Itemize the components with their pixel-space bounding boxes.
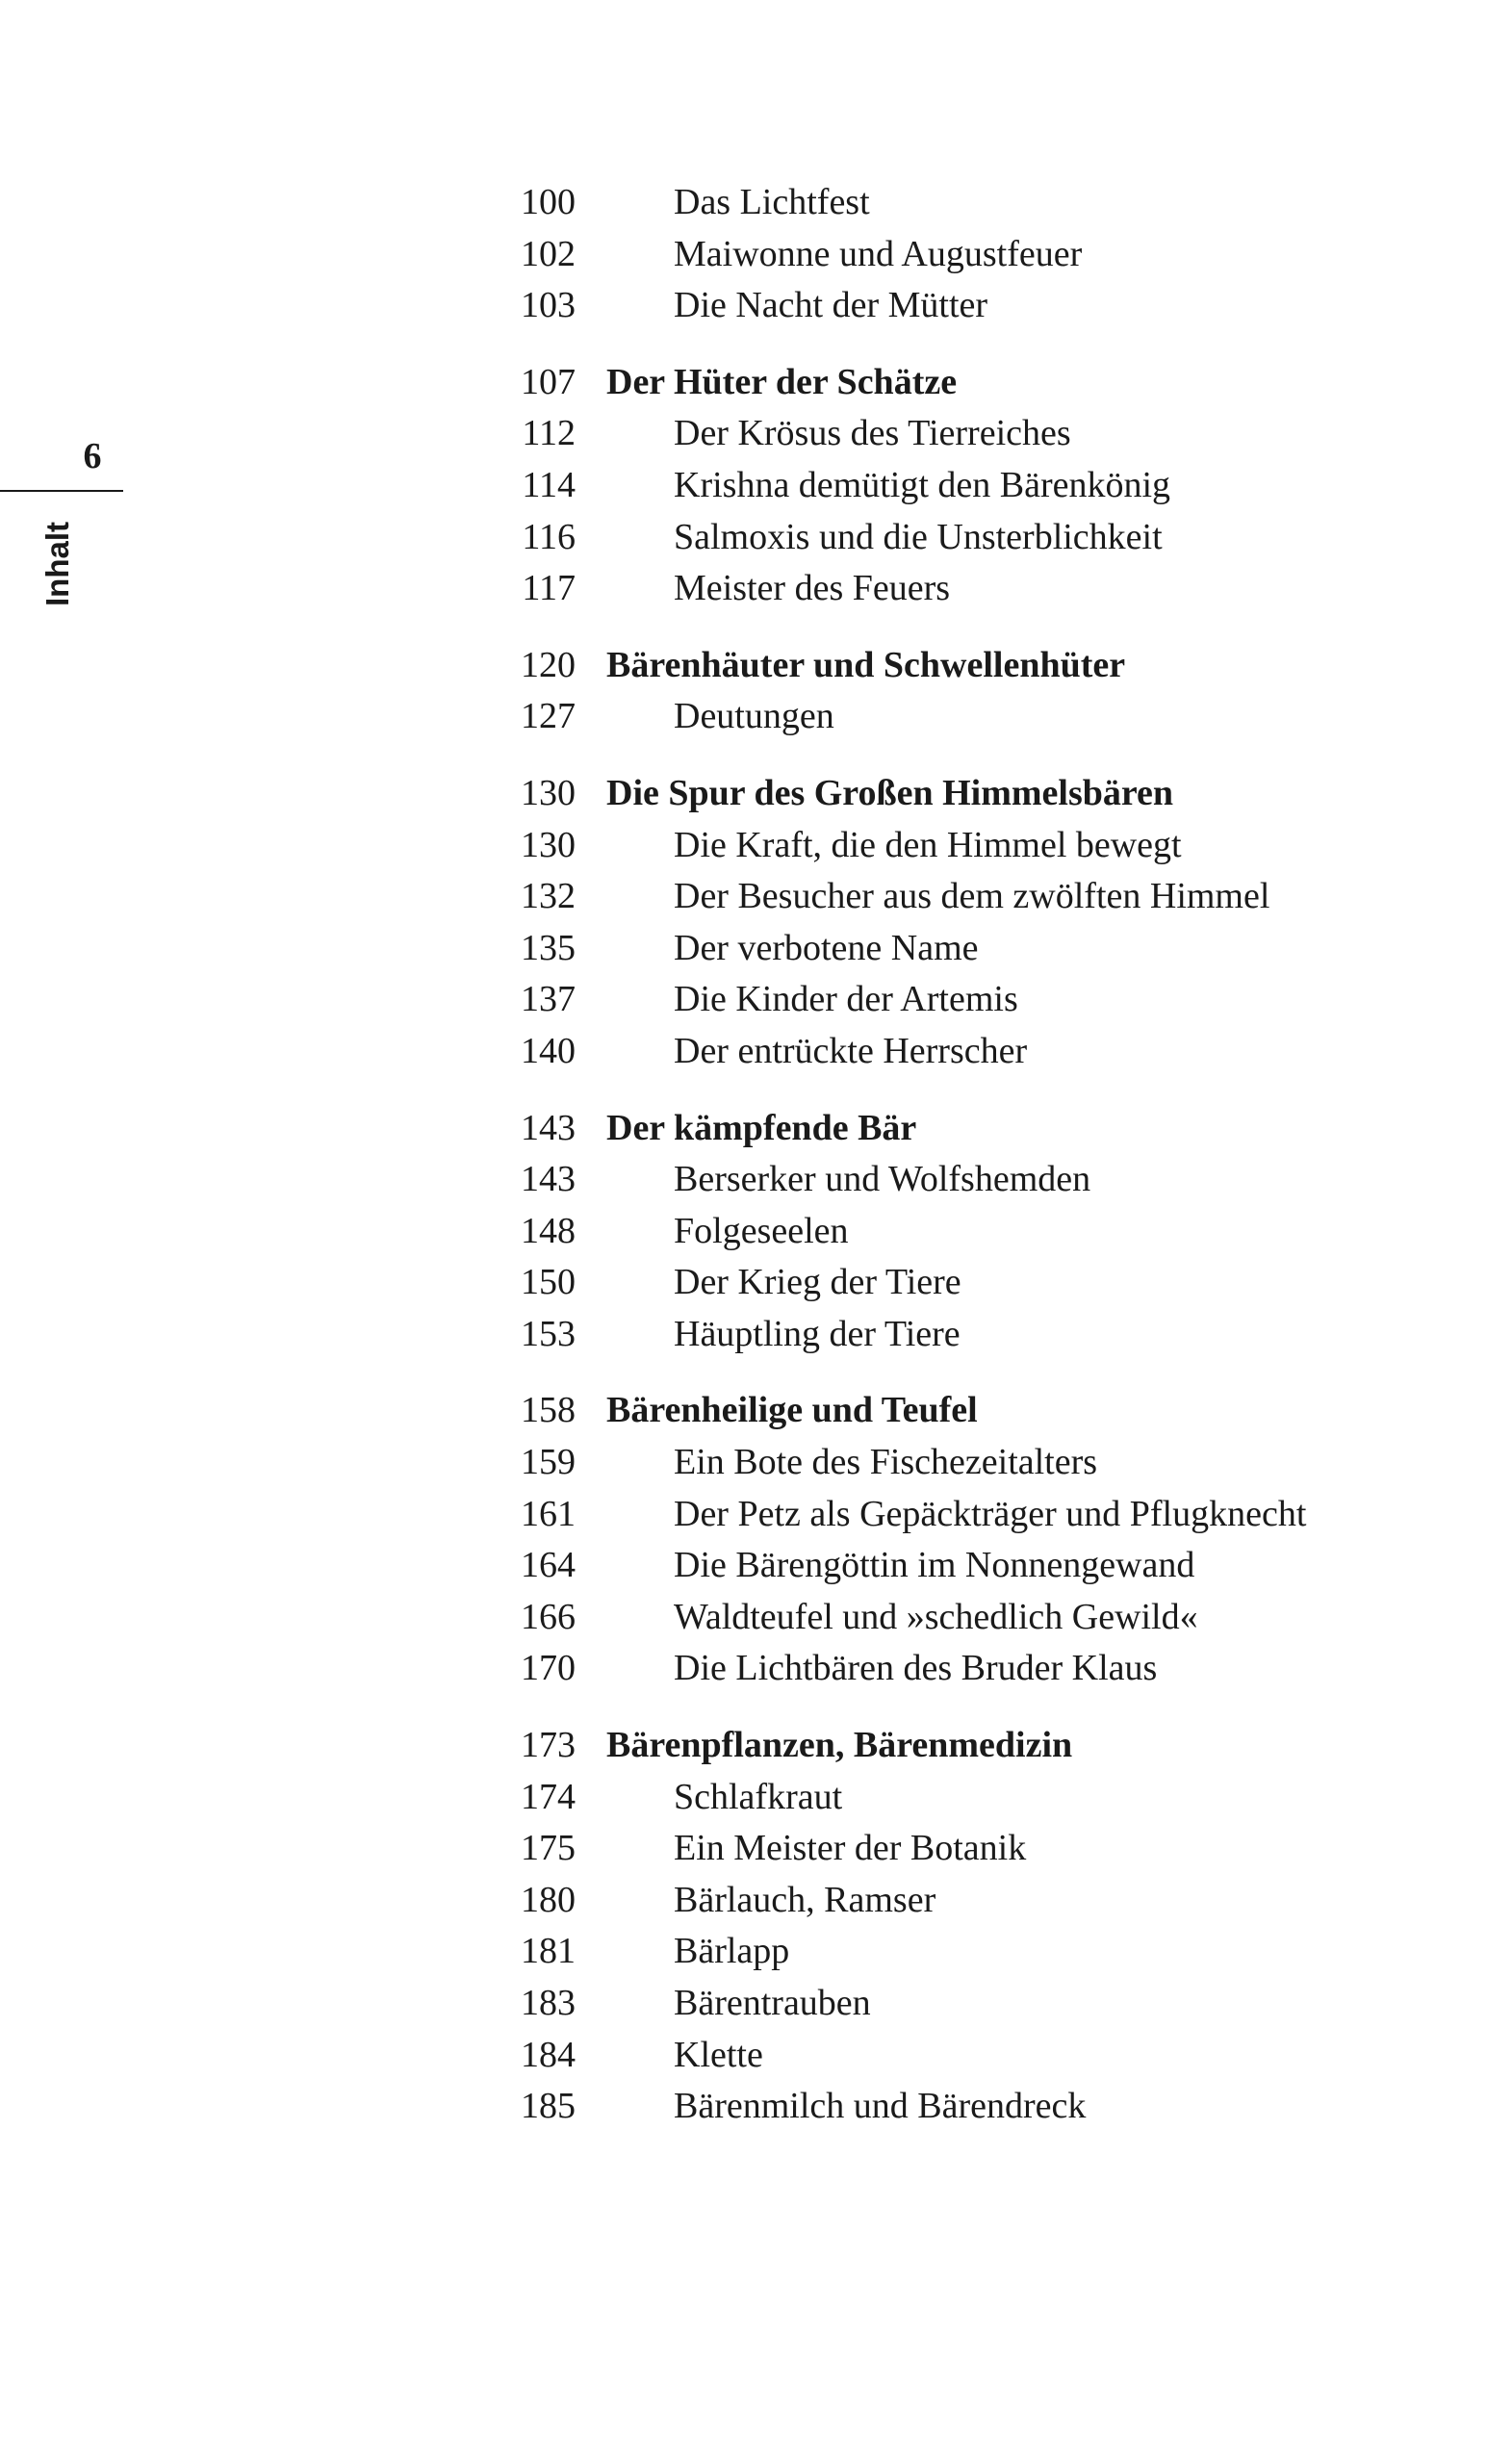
toc-entry-row[interactable] — [508, 460, 1471, 512]
toc-entry-title: Deutungen — [674, 696, 834, 737]
toc-entry-row[interactable] — [508, 512, 1471, 564]
section-label: Inhalt — [39, 522, 75, 606]
toc-group — [508, 1103, 1471, 1361]
toc-chapter-row[interactable] — [508, 768, 1471, 820]
toc-page-number: 120 — [521, 644, 576, 685]
toc-entry-row[interactable] — [508, 1154, 1471, 1206]
toc-chapter-row[interactable] — [508, 357, 1471, 409]
toc-entry-row[interactable] — [508, 408, 1471, 460]
toc-page-number: 150 — [521, 1262, 576, 1303]
toc-page-number: 112 — [522, 413, 576, 454]
toc-page-number: 184 — [521, 2034, 576, 2075]
toc-entry-title: Die Kinder der Artemis — [674, 979, 1018, 1020]
toc-entry-row[interactable] — [508, 1926, 1471, 1978]
toc-entry-title: Die Bärengöttin im Nonnengewand — [674, 1545, 1195, 1586]
toc-page-number: 170 — [521, 1648, 576, 1689]
toc-page-number: 127 — [521, 696, 576, 737]
toc-page-number: 143 — [521, 1159, 576, 1200]
toc-entry-title: Krishna demütigt den Bärenkönig — [674, 464, 1171, 505]
table-of-contents — [508, 177, 1471, 2158]
toc-entry-row[interactable] — [508, 1026, 1471, 1078]
toc-group — [508, 177, 1471, 332]
toc-entry-title: Die Nacht der Mütter — [674, 285, 988, 326]
toc-entry-title: Bärentrauben — [674, 1983, 871, 2023]
toc-page-number: 173 — [521, 1725, 576, 1766]
toc-page-number: 158 — [521, 1390, 576, 1431]
toc-entry-row[interactable] — [508, 1489, 1471, 1541]
toc-entry-title: Der entrückte Herrscher — [674, 1030, 1028, 1071]
toc-entry-title: Der verbotene Name — [674, 927, 979, 968]
toc-chapter-title: Bärenpflanzen, Bärenmedizin — [606, 1725, 1073, 1766]
toc-entry-title: Der Krösus des Tierreiches — [674, 413, 1071, 454]
toc-entry-title: Ein Meister der Botanik — [674, 1828, 1027, 1869]
toc-entry-row[interactable] — [508, 1978, 1471, 2030]
toc-chapter-title: Die Spur des Großen Himmelsbären — [606, 772, 1174, 813]
toc-entry-title: Die Kraft, die den Himmel bewegt — [674, 824, 1182, 865]
toc-page-number: 180 — [521, 1879, 576, 1920]
toc-page-number: 143 — [521, 1107, 576, 1148]
toc-entry-row[interactable] — [508, 2081, 1471, 2133]
toc-entry-title: Schlafkraut — [674, 1776, 843, 1817]
toc-entry-row[interactable] — [508, 1592, 1471, 1644]
toc-page-number: 153 — [521, 1313, 576, 1354]
toc-group — [508, 1385, 1471, 1695]
toc-entry-row[interactable] — [508, 229, 1471, 281]
toc-entry-row[interactable] — [508, 563, 1471, 615]
toc-chapter-row[interactable] — [508, 1720, 1471, 1772]
toc-entry-title: Waldteufel und »schedlich Gewild« — [674, 1596, 1198, 1637]
toc-page-number: 135 — [521, 927, 576, 968]
toc-page-number: 130 — [521, 824, 576, 865]
toc-entry-title: Das Lichtfest — [674, 182, 870, 222]
toc-page-number: 148 — [521, 1210, 576, 1251]
toc-entry-title: Der Besucher aus dem zwölften Himmel — [674, 876, 1270, 917]
toc-entry-row[interactable] — [508, 1540, 1471, 1592]
toc-chapter-title: Bärenheilige und Teufel — [606, 1390, 978, 1431]
toc-entry-title: Bärlapp — [674, 1931, 790, 1972]
toc-page-number: 116 — [522, 516, 576, 557]
toc-page-number: 130 — [521, 772, 576, 813]
toc-entry-row[interactable] — [508, 1643, 1471, 1695]
toc-entry-title: Berserker und Wolfshemden — [674, 1159, 1091, 1200]
toc-entry-row[interactable] — [508, 820, 1471, 872]
toc-entry-row[interactable] — [508, 1437, 1471, 1489]
toc-entry-title: Klette — [674, 2034, 763, 2075]
toc-entry-title: Der Krieg der Tiere — [674, 1262, 961, 1303]
toc-entry-row[interactable] — [508, 280, 1471, 332]
page-number: 6 — [83, 436, 102, 476]
toc-page-number: 114 — [522, 464, 576, 505]
toc-chapter-title: Der kämpfende Bär — [606, 1107, 917, 1148]
toc-page-number: 185 — [521, 2086, 576, 2127]
side-rule — [0, 490, 123, 492]
toc-entry-row[interactable] — [508, 1257, 1471, 1309]
toc-entry-title: Bärlauch, Ramser — [674, 1879, 936, 1920]
toc-entry-title: Folgeseelen — [674, 1210, 849, 1251]
toc-group — [508, 357, 1471, 615]
toc-entry-row[interactable] — [508, 1823, 1471, 1875]
toc-entry-title: Ein Bote des Fischezeitalters — [674, 1442, 1098, 1483]
toc-entry-row[interactable] — [508, 974, 1471, 1026]
toc-entry-row[interactable] — [508, 177, 1471, 229]
toc-page-number: 183 — [521, 1983, 576, 2023]
toc-chapter-row[interactable] — [508, 1385, 1471, 1437]
toc-page-number: 161 — [521, 1493, 576, 1534]
toc-page-number: 181 — [521, 1931, 576, 1972]
toc-page-number: 164 — [521, 1545, 576, 1586]
toc-entry-row[interactable] — [508, 1875, 1471, 1927]
toc-entry-title: Der Petz als Gepäckträger und Pflugknecht — [674, 1493, 1307, 1534]
toc-group — [508, 640, 1471, 743]
toc-chapter-title: Bärenhäuter und Schwellenhüter — [606, 644, 1126, 685]
toc-entry-row[interactable] — [508, 691, 1471, 743]
toc-page-number: 102 — [521, 233, 576, 274]
toc-group — [508, 1720, 1471, 2133]
toc-page-number: 107 — [521, 361, 576, 402]
toc-page-number: 137 — [521, 979, 576, 1020]
toc-page-number: 174 — [521, 1776, 576, 1817]
toc-entry-title: Maiwonne und Augustfeuer — [674, 233, 1083, 274]
toc-entry-row[interactable] — [508, 923, 1471, 975]
toc-page-number: 140 — [521, 1030, 576, 1071]
toc-group — [508, 768, 1471, 1078]
toc-chapter-row[interactable] — [508, 640, 1471, 692]
toc-chapter-row[interactable] — [508, 1103, 1471, 1155]
toc-chapter-title: Der Hüter der Schätze — [606, 361, 958, 402]
toc-entry-title: Meister des Feuers — [674, 568, 951, 609]
toc-page-number: 175 — [521, 1828, 576, 1869]
toc-entry-title: Bärenmilch und Bärendreck — [674, 2086, 1087, 2127]
toc-entry-row[interactable] — [508, 1309, 1471, 1361]
toc-entry-title: Salmoxis und die Unsterblichkeit — [674, 516, 1163, 557]
toc-entry-row[interactable] — [508, 1772, 1471, 1824]
toc-entry-row[interactable] — [508, 2030, 1471, 2082]
toc-entry-title: Die Lichtbären des Bruder Klaus — [674, 1648, 1158, 1689]
toc-page-number: 117 — [522, 568, 576, 609]
toc-page-number: 100 — [521, 182, 576, 222]
toc-entry-title: Häuptling der Tiere — [674, 1313, 961, 1354]
toc-entry-row[interactable] — [508, 1206, 1471, 1258]
toc-page-number: 132 — [521, 876, 576, 917]
toc-page-number: 103 — [521, 285, 576, 326]
toc-entry-row[interactable] — [508, 871, 1471, 923]
toc-page-number: 159 — [521, 1442, 576, 1483]
toc-page-number: 166 — [521, 1596, 576, 1637]
